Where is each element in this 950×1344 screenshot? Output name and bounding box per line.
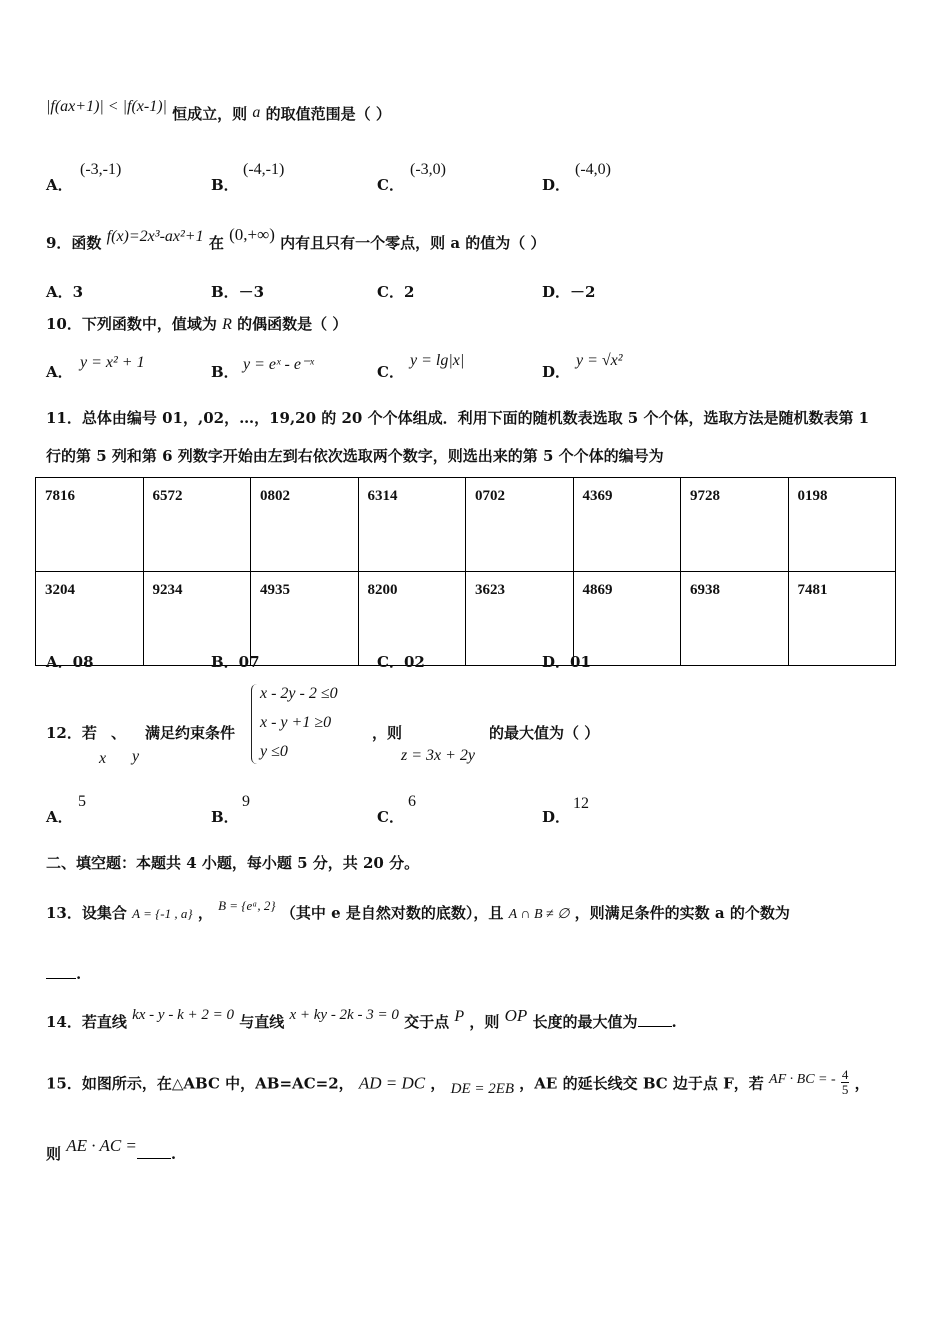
q8-stem-end: 的取值范围是（ ）	[265, 105, 391, 123]
q8-var: a	[252, 104, 261, 121]
constraint-brace	[251, 684, 260, 764]
q12-stem-b: 满足约束条件	[145, 724, 236, 742]
q12-stem-d: 的最大值为（ ）	[489, 724, 600, 742]
q14-line2: x + ky - 2k - 3 = 0	[289, 1007, 399, 1023]
q14-line	[46, 1006, 677, 1032]
q13-stem-c: ，则满足条件的实数 a 的个数为	[574, 904, 790, 922]
q10-option-b-value: y = eˣ - e⁻ˣ	[243, 356, 314, 373]
q13-num: 13．设集合	[46, 904, 127, 922]
table-cell: 9728	[681, 478, 789, 572]
q10-stem-a: 10．下列函数中，值域为	[46, 315, 217, 333]
q15-frac-den: 5	[841, 1082, 849, 1097]
q12-sep: 、	[111, 724, 127, 742]
section-heading: 二、填空题：本题共 4 小题，每小题 5 分，共 20 分。	[46, 854, 420, 872]
table-cell: 8200	[358, 572, 466, 666]
table-cell: 0802	[251, 478, 359, 572]
q15-frac-num: 4	[841, 1067, 849, 1082]
q13-answer-blank[interactable]	[46, 978, 76, 979]
q14-seg: OP	[504, 1006, 528, 1025]
table-cell: 3623	[466, 572, 574, 666]
table-cell: 6314	[358, 478, 466, 572]
q14-point: P	[454, 1008, 465, 1025]
table-cell: 6572	[143, 478, 251, 572]
q15-stem-a: 15．如图所示，在△ABC 中，AB=AC=2，	[46, 1074, 354, 1093]
q12-option-c-value: 6	[408, 793, 416, 810]
q14-num: 14．若直线	[46, 1013, 127, 1031]
q12-var-y: y	[132, 748, 140, 765]
q12-option-d-label: D．	[542, 808, 571, 826]
q8-option-d-value: (-4,0)	[575, 161, 611, 178]
q15-answer-blank[interactable]	[137, 1158, 171, 1159]
q14-line1: kx - y - k + 2 = 0	[132, 1007, 234, 1023]
q8-option-a-value: (-3,-1)	[80, 161, 122, 178]
q14-stem-c: ，则	[469, 1013, 500, 1031]
q15-eq2: DE = 2EB	[450, 1080, 515, 1097]
q8-line	[46, 98, 391, 124]
table-cell: 9234	[143, 572, 251, 666]
q11-line1: 11．总体由编号 01，,02，…，19,20 的 20 个个体组成．利用下面的随机数表选取 5 个个体，选取方法是随机数表第 1	[46, 409, 870, 427]
q8-condition: |f(ax+1)| < |f(x-1)|	[46, 98, 167, 115]
q9-line	[46, 225, 546, 253]
q15-line2-a: 则	[46, 1145, 62, 1163]
q10-option-d-value: y = √x²	[576, 352, 623, 369]
table-cell: 7816	[36, 478, 144, 572]
q14-stem-d: 长度的最大值为	[532, 1013, 638, 1031]
table-cell: 6938	[681, 572, 789, 666]
q12-option-c-label: C．	[377, 808, 404, 826]
q15-end: .	[170, 1145, 177, 1163]
q13-condition: A ∩ B ≠ ∅	[508, 907, 570, 922]
q12-objective: z = 3x + 2y	[401, 747, 476, 764]
q15-comma: ，	[430, 1074, 446, 1093]
table-cell: 3204	[36, 572, 144, 666]
q13-comma: ，	[197, 904, 213, 922]
q15-fraction	[841, 1068, 850, 1097]
q9-stem-end: 内有且只有一个零点，则 a 的值为（ ）	[280, 234, 546, 252]
q12-constraint-1: x - 2y - 2 ≤0	[260, 685, 338, 702]
q15-stem-b: ，AE 的延长线交 BC 边于点 F，若	[519, 1074, 764, 1093]
q15-dot2: AE · AC =	[66, 1136, 137, 1155]
q15-line2	[46, 1136, 177, 1164]
q13-set-a: A = {-1 , a}	[132, 906, 193, 921]
q11-option-a: A．08	[46, 653, 94, 671]
q10-option-d-label: D．	[542, 363, 571, 381]
q15-line1	[46, 1067, 870, 1099]
q12-option-b-value: 9	[242, 793, 250, 810]
table-cell: 7481	[788, 572, 896, 666]
q9-option-c: C．2	[377, 283, 415, 301]
q13-answer-line	[46, 965, 81, 983]
q9-interval: (0,+∞)	[229, 225, 275, 244]
table-cell: 4935	[251, 572, 359, 666]
q11-option-d: D．01	[542, 653, 591, 671]
random-number-table	[35, 477, 896, 666]
q9-func: f(x)=2x³-ax²+1	[106, 228, 204, 245]
table-cell: 4369	[573, 478, 681, 572]
q12-stem-a: 12．若	[46, 724, 97, 742]
q9-option-a: A．3	[46, 283, 84, 301]
q14-answer-blank[interactable]	[638, 1026, 672, 1027]
q14-end: .	[671, 1013, 677, 1031]
table-cell: 4869	[573, 572, 681, 666]
q12-constraint-2: x - y +1 ≥0	[260, 714, 332, 731]
q13-stem-b: （其中 e 是自然对数的底数），且	[280, 904, 504, 922]
q10-stem-b: 的偶函数是（ ）	[237, 315, 348, 333]
q14-mid: 与直线	[239, 1013, 285, 1031]
q12-stem-c: ，则	[372, 724, 403, 742]
q12-constraint-3: y ≤0	[260, 743, 288, 760]
table-cell: 0198	[788, 478, 896, 572]
q8-option-b-value: (-4,-1)	[243, 161, 285, 178]
q10-set: R	[222, 316, 232, 333]
q9-option-b: B．－3	[211, 283, 265, 301]
q10-option-c-value: y = lg|x|	[410, 352, 465, 369]
q9-option-d: D．－2	[542, 283, 596, 301]
q8-option-a-label: A．	[46, 176, 73, 194]
q10-option-b-label: B．	[211, 363, 239, 381]
q11-line2: 行的第 5 列和第 6 列数字开始由左到右依次选取两个数字，则选出来的第 5 个个体的编号为	[46, 447, 664, 465]
q8-option-c-value: (-3,0)	[410, 161, 446, 178]
q10-option-c-label: C．	[377, 363, 404, 381]
q12-option-d-value: 12	[573, 795, 589, 812]
q13-end: .	[76, 965, 82, 983]
q10-option-a-value: y = x² + 1	[80, 354, 145, 371]
q10-option-a-label: A．	[46, 363, 73, 381]
q8-stem: 恒成立，则	[172, 105, 248, 123]
q12-option-a-label: A．	[46, 808, 73, 826]
table-row	[36, 572, 896, 666]
q14-stem-b: 交于点	[404, 1013, 450, 1031]
table-cell: 0702	[466, 478, 574, 572]
q13-set-b: B = {eᵃ, 2}	[218, 898, 276, 913]
q8-option-c-label: C．	[377, 176, 404, 194]
q12-option-b-label: B．	[211, 808, 239, 826]
q8-option-d-label: D．	[542, 176, 571, 194]
q15-comma2: ，	[854, 1074, 870, 1093]
q12-option-a-value: 5	[78, 793, 86, 810]
q8-option-b-label: B．	[211, 176, 239, 194]
q15-eq1: AD = DC	[358, 1073, 426, 1093]
q11-option-c: C．02	[377, 653, 425, 671]
q10-line	[46, 313, 347, 334]
q15-dot1: AF · BC = -	[769, 1071, 836, 1087]
q11-option-b: B．07	[211, 653, 260, 671]
q9-mid: 在	[208, 234, 224, 252]
q13-line	[46, 898, 790, 923]
q9-num: 9．函数	[46, 234, 102, 252]
table-row	[36, 478, 896, 572]
q12-var-x: x	[99, 750, 107, 767]
